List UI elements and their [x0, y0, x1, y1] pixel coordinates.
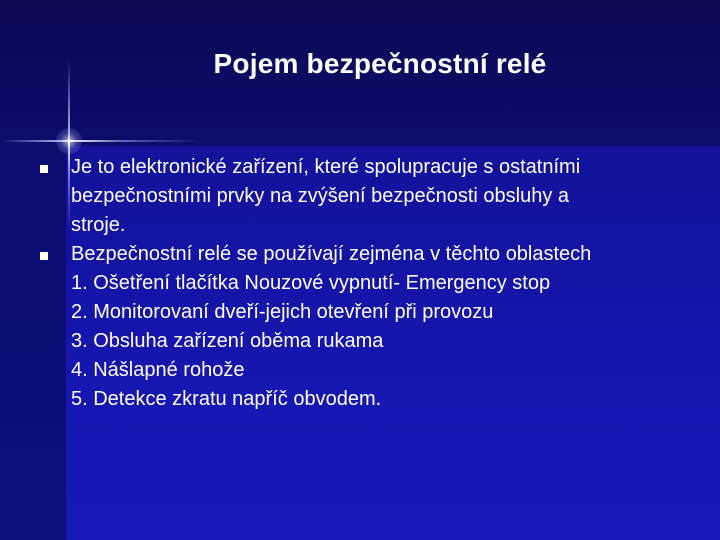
decorative-light-flare: [56, 128, 82, 154]
decorative-horizontal-line: [0, 140, 200, 142]
bullet-item-definition: [40, 153, 700, 240]
slide-title: Pojem bezpečnostní relé: [213, 48, 547, 79]
numbered-line: 3. Obsluha zařízení oběma rukama: [71, 330, 384, 352]
bullet-line: Je to elektronické zařízení, které spolupracuje s ostatními: [71, 156, 581, 178]
bullet-item-usage-areas: [40, 240, 700, 414]
bullet-line: stroje.: [71, 214, 126, 236]
numbered-line: 4. Nášlapné rohože: [71, 359, 245, 381]
square-bullet-icon: [40, 252, 48, 260]
numbered-line: 2. Monitorovaní dveří-jejich otevření při provozu: [71, 301, 494, 323]
bullet-line: Bezpečnostní relé se používají zejména v těchto oblastech: [71, 243, 592, 265]
bullet-list: [40, 153, 700, 414]
numbered-line: 1. Ošetření tlačítka Nouzové vypnutí- Emergency stop: [71, 272, 551, 294]
square-bullet-icon: [40, 165, 48, 173]
numbered-line: 5. Detekce zkratu napříč obvodem.: [71, 388, 382, 410]
bullet-line: bezpečnostními prvky na zvýšení bezpečnosti obsluhy a: [71, 185, 570, 207]
